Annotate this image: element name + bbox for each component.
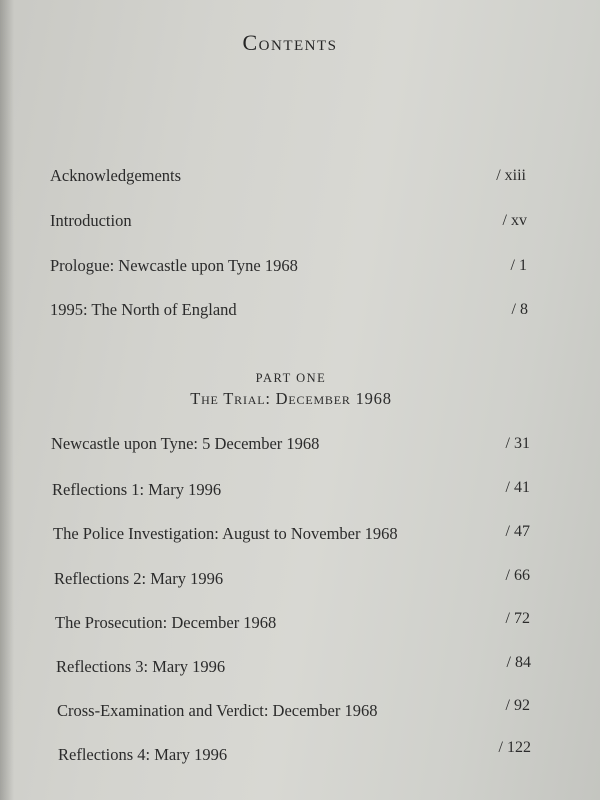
contents-heading: Contents <box>242 30 338 55</box>
toc-entry-title: Introduction <box>50 211 132 230</box>
part-label: PART ONE <box>255 371 327 385</box>
toc-entry-title: Acknowledgements <box>50 166 182 185</box>
toc-entry-title: Reflections 1: Mary 1996 <box>52 480 222 499</box>
toc-entry-page: / 66 <box>505 567 530 584</box>
toc-entry-title: 1995: The North of England <box>50 300 237 319</box>
toc-entry-title: The Prosecution: December 1968 <box>55 613 277 632</box>
toc-entry-title: Newcastle upon Tyne: 5 December 1968 <box>51 434 320 453</box>
toc-entry-page: / 47 <box>505 523 530 540</box>
toc-entry-title: Reflections 3: Mary 1996 <box>56 657 226 676</box>
toc-entry-page: / 8 <box>511 301 528 318</box>
toc-entry-title: Reflections 2: Mary 1996 <box>54 569 224 588</box>
toc-entry-title: Cross-Examination and Verdict: December 1968 <box>57 701 378 720</box>
toc-entry-page: / xiii <box>496 167 526 184</box>
toc-entry-title: Prologue: Newcastle upon Tyne 1968 <box>50 256 298 275</box>
toc-entry-title: The Police Investigation: August to November 1968 <box>53 524 398 543</box>
toc-entry-page: / 122 <box>498 739 531 756</box>
toc-entry-page: / 72 <box>505 610 530 627</box>
toc-entry-page: / 1 <box>510 257 527 274</box>
toc-entry-title: Reflections 4: Mary 1996 <box>58 745 228 764</box>
toc-entry-page: / 41 <box>505 479 530 496</box>
part-title: The Trial: December 1968 <box>190 389 392 408</box>
toc-entry-page: / xv <box>502 212 527 229</box>
toc-entry-page: / 84 <box>506 654 531 671</box>
toc-entry-page: / 92 <box>505 697 530 714</box>
toc-entry-page: / 31 <box>505 435 530 452</box>
